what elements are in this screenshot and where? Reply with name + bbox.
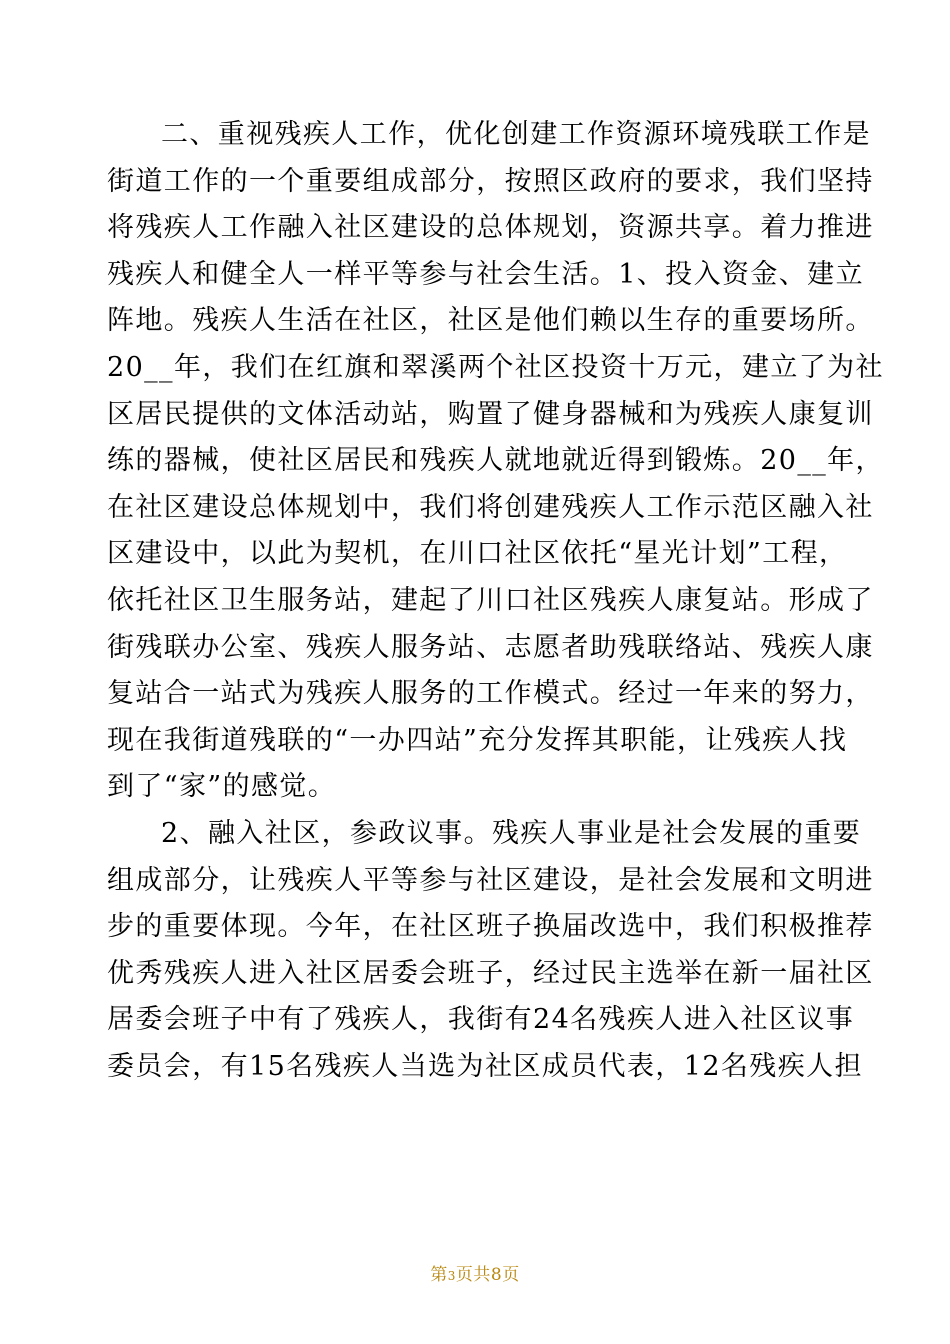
text-line: 现在我街道残联的“一办四站”充分发挥其职能，让残疾人找 [107,724,848,756]
footer-prefix: 第 [430,1265,448,1285]
text-line: 优秀残疾人进入社区居委会班子，经过民主选举在新一届社区 [107,957,874,989]
text-line: 复站合一站式为残疾人服务的工作模式。经过一年来的努力， [107,678,874,710]
text-line: 在社区建设总体规划中，我们将创建残疾人工作示范区融入社 [107,491,874,523]
current-page-number: 3 [447,1269,456,1283]
text-line: 20__年，我们在红旗和翠溪两个社区投资十万元，建立了为社 [107,351,884,383]
text-line: 阵地。残疾人生活在社区，社区是他们赖以生存的重要场所。 [107,305,874,337]
page-footer [0,1260,950,1285]
text-line: 街道工作的一个重要组成部分，按照区政府的要求，我们坚持 [107,165,874,197]
text-line: 依托社区卫生服务站，建起了川口社区残疾人康复站。形成了 [107,584,874,616]
text-line: 二、重视残疾人工作，优化创建工作资源环境残联工作是 [161,119,871,150]
text-line: 组成部分，让残疾人平等参与社区建设，是社会发展和文明进 [107,864,874,896]
paragraph-2 [107,811,874,1091]
text-line: 区建设中，以此为契机，在川口社区依托“星光计划”工程， [107,538,848,570]
text-line: 残疾人和健全人一样平等参与社会生活。1、投入资金、建立 [107,258,864,290]
text-line: 街残联办公室、残疾人服务站、志愿者助残联络站、残疾人康 [107,631,874,663]
text-line: 居委会班子中有了残疾人，我街有24名残疾人进入社区议事 [107,1004,855,1036]
text-line: 练的器械，使社区居民和残疾人就地就近得到锻炼。20__年， [107,445,884,477]
footer-suffix: 页 [502,1265,520,1285]
total-pages-number: 8 [490,1265,503,1285]
text-line: 到了“家”的感觉。 [107,771,337,803]
document-body [107,112,884,1090]
text-line: 区居民提供的文体活动站，购置了健身器械和为残疾人康复训 [107,398,874,430]
footer-middle: 页共 [455,1265,491,1285]
text-line: 2、融入社区，参政议事。残疾人事业是社会发展的重要 [161,817,862,849]
text-line: 步的重要体现。今年，在社区班子换届改选中，我们积极推荐 [107,911,874,943]
text-line: 将残疾人工作融入社区建设的总体规划，资源共享。着力推进 [107,212,874,244]
text-line: 委员会，有15名残疾人当选为社区成员代表，12名残疾人担 [107,1050,863,1082]
paragraph-1 [107,112,884,811]
